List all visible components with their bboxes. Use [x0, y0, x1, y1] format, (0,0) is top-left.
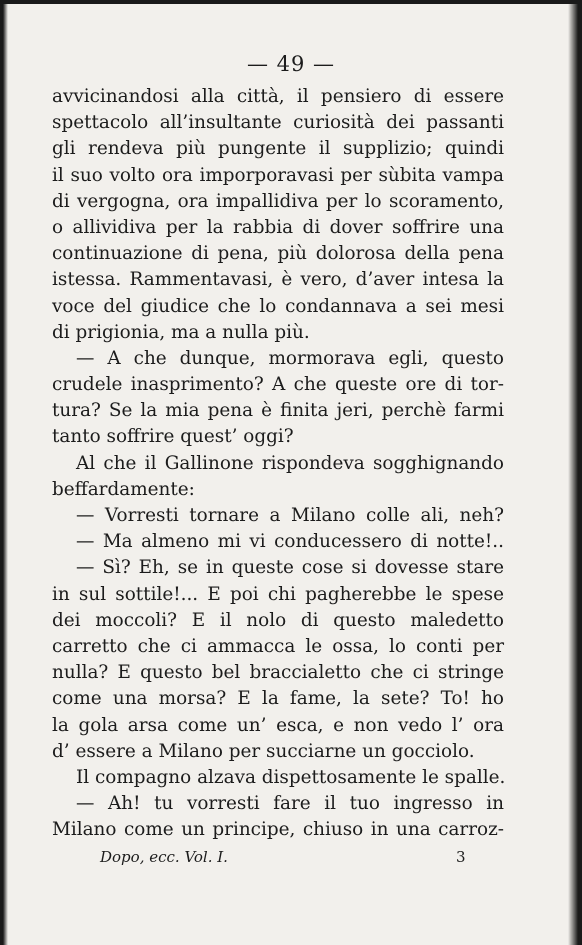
- text-line: spettacolo all’insultante curiosità dei passanti: [52, 112, 504, 134]
- text-line: la gola arsa come un’ esca, e non vedo l’ ora: [52, 714, 504, 736]
- text-line: o allividiva per la rabbia di dover soffrire una: [52, 216, 504, 238]
- text-line: avvicinandosi alla città, il pensiero di essere: [52, 86, 504, 107]
- text-line: Il compagno alzava dispettosamente le spalle.: [76, 766, 506, 788]
- text-line: carretto che ci ammacca le ossa, lo conti per: [52, 635, 504, 657]
- text-line: — A che dunque, mormorava egli, questo: [76, 347, 504, 369]
- text-line: di vergogna, ora impallidiva per lo scoramento,: [52, 190, 504, 212]
- text-line: voce del giudice che lo condannava a sei mesi: [52, 295, 504, 317]
- text-line: di prigionia, ma a nulla più.: [52, 321, 310, 343]
- text-line: tanto soffrire quest’ oggi?: [52, 426, 294, 448]
- text-line: Al che il Gallinone rispondeva sogghignando: [76, 452, 504, 474]
- body-text: [52, 84, 504, 843]
- footer-title: Dopo, ecc. Vol. I.: [100, 848, 228, 866]
- text-line: — Vorresti tornare a Milano colle ali, neh?: [76, 505, 504, 526]
- text-line: d’ essere a Milano per succiarne un gocciolo.: [52, 740, 475, 762]
- text-line: istessa. Rammentavasi, è vero, d’aver intesa la: [52, 269, 504, 291]
- page-top-edge: [0, 0, 582, 4]
- text-line: dei moccoli? E il nolo di questo maledetto: [52, 609, 504, 631]
- page-number: — 49 —: [246, 52, 336, 76]
- text-line: nulla? E questo bel braccialetto che ci stringe: [52, 662, 504, 684]
- text-line: come una morsa? E la fame, la sete? To! ho: [52, 688, 504, 710]
- signature-mark: 3: [456, 848, 466, 866]
- text-line: — Ma almeno mi vi conducessero di notte!..: [76, 531, 504, 553]
- text-line: — Sì? Eh, se in queste cose si dovesse stare: [76, 557, 504, 579]
- text-line: crudele inasprimento? A che queste ore di tor-: [52, 374, 504, 396]
- text-line: in sul sottile!... E poi chi pagherebbe le spese: [52, 583, 504, 605]
- text-line: Milano come un principe, chiuso in una carroz-: [52, 819, 504, 841]
- text-line: gli rendeva più pungente il supplizio; quindi: [52, 138, 504, 160]
- text-line: — Ah! tu vorresti fare il tuo ingresso in: [76, 793, 504, 815]
- text-line: continuazione di pena, più dolorosa della pena: [52, 243, 504, 265]
- text-line: il suo volto ora imporporavasi per sùbita vampa: [52, 164, 504, 186]
- text-line: tura? Se la mia pena è finita jeri, perchè farmi: [52, 400, 504, 422]
- text-line: beffardamente:: [52, 478, 195, 500]
